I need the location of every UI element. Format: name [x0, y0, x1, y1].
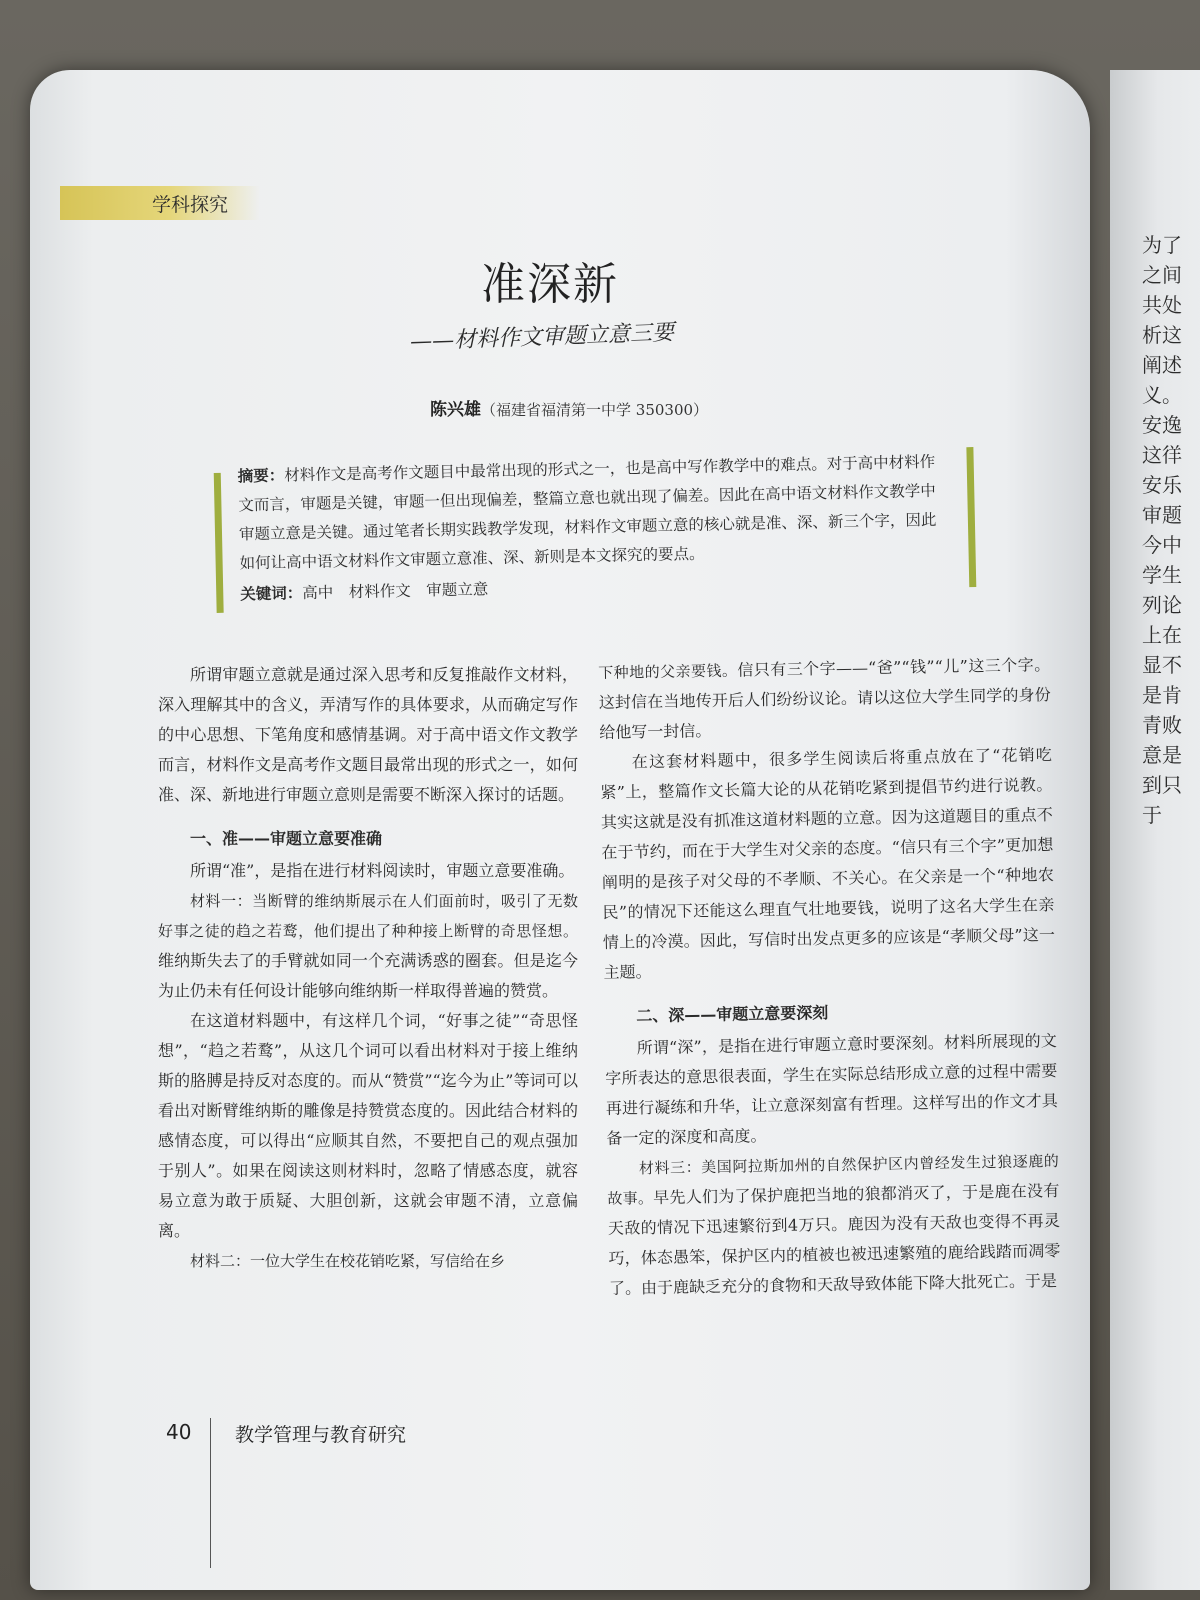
byline — [430, 395, 708, 420]
abstract — [238, 448, 946, 610]
material-one-lead: 当断臂的维纳斯展示在人们面前时，吸引了无数好事之徒的趋之若鹜，他们提出了种种接上断臂的奇思怪想。 — [158, 892, 578, 940]
author-name: 陈兴雄 — [430, 400, 481, 420]
abstract-box — [214, 447, 977, 611]
material-two-rest: 信只有三个字——“爸”“钱”“儿”这三个字。这封信在当地传开后人们纷纷议论。请以这位大学生同学的身份给他写一封信。 — [598, 655, 1051, 742]
heading-deep: 二、深——审题立意要深刻 — [636, 1003, 829, 1026]
paragraph-deep-def: 所谓“深”，是指在进行审题立意时要深刻。材料所展现的文字所表达的意思很表面，学生在实际总结形成立意的过程中需要再进行凝练和升华，让立意深刻富有哲理。这样写出的作文才具备一定的深度和高度。 — [605, 1031, 1058, 1148]
intro-paragraph: 所谓审题立意就是通过深入思考和反复推敲作文材料，深入理解其中的含义，弄清写作的具体要求，从而确定写作的中心思想、下笔角度和感情基调。对于高中语文作文教学而言，材料作文是高考作文题目最常出现的形式之一，如何准、深、新地进行审题立意则是需要不断深入探讨的话题。 — [158, 665, 578, 804]
article-subtitle: ——材料作文审题立意三要 — [409, 320, 675, 355]
keywords-label: 关键词： — [240, 584, 303, 604]
abstract-label: 摘要： — [237, 466, 285, 486]
material-three-rest: 早先人们为了保护鹿把当地的狼都消灭了，于是鹿在没有天敌的情况下迅速繁衍到4万只。鹿因为没有天敌也变得不再灵巧，体态愚笨，保护区内的植被也被迅速繁殖的鹿给践踏而凋零了。由于鹿缺乏充分的食物和天敌导致体能下降大批死亡。于是 — [607, 1181, 1061, 1298]
material-two-lead: 一位大学生在校花销吃紧，写信给在乡 — [250, 1252, 506, 1270]
material-one-rest: 维纳斯失去了的手臂就如同一个充满诱惑的圈套。但是迄今为止仍未有任何设计能够向维纳斯一样取得普遍的赞赏。 — [158, 951, 578, 1000]
material-two-lead-end: 下种地的父亲要钱。 — [598, 661, 738, 682]
footer-divider — [210, 1418, 211, 1568]
material-two-label: 材料二： — [190, 1252, 251, 1270]
author-affiliation: （福建省福清第一中学 350300） — [481, 401, 709, 419]
paragraph-letter-analysis: 在这套材料题中，很多学生阅读后将重点放在了“花销吃紧”上，整篇作文长篇大论的从花销吃紧到提倡节约进行说教。其实这就是没有抓准这道材料题的立意。因为这道题目的重点不在于节约，而在于大学生对父亲的态度。“信只有三个字”更加想阐明的是孩子对父母的不孝顺、不关心。在父亲是一个“种地农民”的情况下还能这么理直气壮地要钱，说明了这名大学生在亲情上的冷漠。因此，写信时出发点更多的应该是“孝顺父母”这一主题。 — [600, 745, 1056, 982]
material-three — [607, 1146, 1062, 1304]
journal-name: 教学管理与教育研究 — [235, 1424, 407, 1446]
material-two-cont — [598, 650, 1052, 748]
heading-accurate: 一、准——审题立意要准确 — [190, 829, 383, 848]
paragraph-venus-analysis: 在这道材料题中，有这样几个词，“好事之徒”“奇思怪想”，“趋之若鹜”，从这几个词可以看出材料对于接上维纳斯的胳膊是持反对态度的。而从“赞赏”“迄今为止”等词可以看出对断臂维纳斯的雕像是持赞赏态度的。因此结合材料的感情态度，可以得出“应顺其自然，不要把自己的观点强加于别人”。如果在阅读这则材料时，忽略了情感态度，就容易立意为敢于质疑、大胆创新，这就会审题不清，立意偏离。 — [158, 1011, 578, 1240]
material-three-label: 材料三： — [638, 1158, 702, 1178]
paragraph-accurate-def: 所谓“准”，是指在进行材料阅读时，审题立意要准确。 — [190, 861, 575, 880]
section-label: 学科探究 — [152, 194, 229, 216]
right-column — [598, 650, 1061, 1304]
left-column — [158, 660, 578, 1276]
material-one-label: 材料一： — [190, 892, 253, 910]
page-number: 40 — [166, 1420, 192, 1444]
material-two-start — [158, 1246, 578, 1276]
abstract-text: 材料作文是高考作文题目中最常出现的形式之一，也是高中写作教学中的难点。对于高中材料作文而言，审题是关键，审题一但出现偏差，整篇立意也就出现了偏差。因此在高中语文材料作文教学中审题立意是关键。通过笔者长期实践教学发现，材料作文审题立意的核心就是准、深、新三个字，因此如何让高中语文材料作文审题立意准、深、新则是本文探究的要点。 — [238, 452, 937, 573]
next-page-edge — [1110, 70, 1200, 1590]
material-three-lead: 美国阿拉斯加州的自然保护区内曾经发生过狼逐鹿的故事。 — [607, 1152, 1059, 1208]
keywords-text: 高中 材料作文 审题立意 — [302, 580, 489, 603]
next-page-text: 为了之间共处析这阐述义。安逸这徉安乐审题今中学生列论上在显不是肯青败意是到只于 — [1142, 233, 1182, 827]
material-one — [158, 886, 578, 1006]
section-tab — [60, 186, 260, 220]
article-title: 准深新 — [481, 259, 619, 310]
